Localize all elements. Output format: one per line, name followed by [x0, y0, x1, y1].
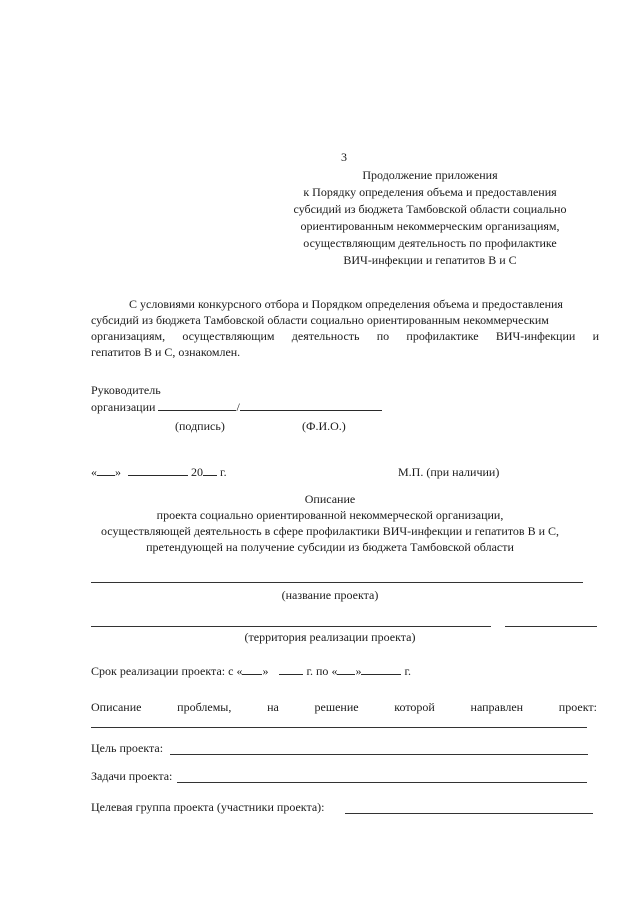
open-quote: «: [331, 664, 338, 678]
goal-label: Цель проекта:: [91, 741, 164, 755]
date-row: [91, 465, 227, 480]
description-line: претендующей на получение субсидии из бюджета Тамбовской области: [146, 540, 514, 554]
goal-field[interactable]: [170, 754, 588, 755]
problem-word: проект:: [558, 700, 597, 714]
appendix-line: ориентированным некоммерческим организациям,: [300, 219, 560, 233]
description-line: осуществляющей деятельность в сфере профилактики ВИЧ-инфекции и гепатитов В и С,: [100, 524, 559, 538]
problem-word: решение: [314, 700, 359, 714]
day-field[interactable]: [97, 475, 115, 476]
term-from-day[interactable]: [242, 674, 262, 675]
appendix-header: [262, 167, 598, 269]
territory-field-extra[interactable]: [505, 626, 597, 627]
fio-field[interactable]: [240, 410, 382, 411]
description-title: Описание: [304, 492, 356, 506]
term-from-suffix: г. по: [306, 664, 329, 678]
year-suffix: г.: [220, 465, 227, 479]
problem-word: направлен: [470, 700, 524, 714]
stamp-note: М.П. (при наличии): [398, 465, 500, 479]
term-from-year[interactable]: [279, 674, 303, 675]
project-name-field[interactable]: [91, 582, 583, 583]
problem-word: Описание: [91, 700, 142, 714]
appendix-line: субсидий из бюджета Тамбовской области социально: [293, 202, 567, 216]
close-quote: »: [115, 465, 121, 479]
problem-word: на: [267, 700, 279, 714]
tasks-label: Задачи проекта:: [91, 769, 173, 783]
signature-slash: /: [236, 400, 240, 414]
tasks-field[interactable]: [177, 782, 587, 783]
appendix-line: Продолжение приложения: [362, 168, 498, 182]
signature-field[interactable]: [158, 410, 236, 411]
problem-label: [91, 700, 597, 715]
term-to-suffix: г.: [404, 664, 412, 678]
description-line: проекта социально ориентированной некоммерческой организации,: [156, 508, 504, 522]
term-to-day[interactable]: [337, 674, 355, 675]
problem-word: которой: [394, 700, 435, 714]
appendix-line: ВИЧ-инфекции и гепатитов В и С: [343, 253, 517, 267]
term-row: [91, 664, 411, 679]
intro-line: организациям, осуществляющим деятельность по профилактике ВИЧ-инфекции и: [91, 329, 599, 343]
territory-field[interactable]: [91, 626, 491, 627]
open-quote: «: [91, 465, 97, 479]
close-quote: »: [355, 664, 362, 678]
intro-line: гепатитов В и С, ознакомлен.: [91, 345, 241, 359]
appendix-line: к Порядку определения объема и предоставления: [303, 185, 557, 199]
target-label: Целевая группа проекта (участники проекта):: [91, 800, 325, 814]
term-to-year[interactable]: [361, 674, 401, 675]
head-label: Руководитель: [91, 383, 161, 397]
territory-caption: (территория реализации проекта): [244, 630, 416, 644]
month-field[interactable]: [128, 475, 188, 476]
sign-caption: (подпись): [175, 419, 225, 433]
target-field[interactable]: [345, 813, 593, 814]
problem-field[interactable]: [91, 727, 587, 728]
org-label: организации: [91, 400, 156, 414]
intro-paragraph: [91, 296, 599, 360]
open-quote: «: [236, 664, 243, 678]
appendix-line: осуществляющим деятельность по профилактике: [303, 236, 557, 250]
project-name-caption: (название проекта): [281, 588, 379, 602]
close-quote: »: [262, 664, 269, 678]
intro-line: С условиями конкурсного отбора и Порядком определения объема и предоставления: [129, 297, 563, 311]
term-label: Срок реализации проекта: с: [91, 664, 234, 678]
page-number: 3: [341, 150, 347, 164]
intro-line: субсидий из бюджета Тамбовской области социально ориентированным некоммерческим: [91, 313, 549, 327]
signature-row: [91, 400, 382, 415]
year-field[interactable]: [203, 475, 217, 476]
problem-word: проблемы,: [177, 700, 232, 714]
year-prefix: 20: [191, 465, 203, 479]
fio-caption: (Ф.И.О.): [302, 419, 346, 433]
